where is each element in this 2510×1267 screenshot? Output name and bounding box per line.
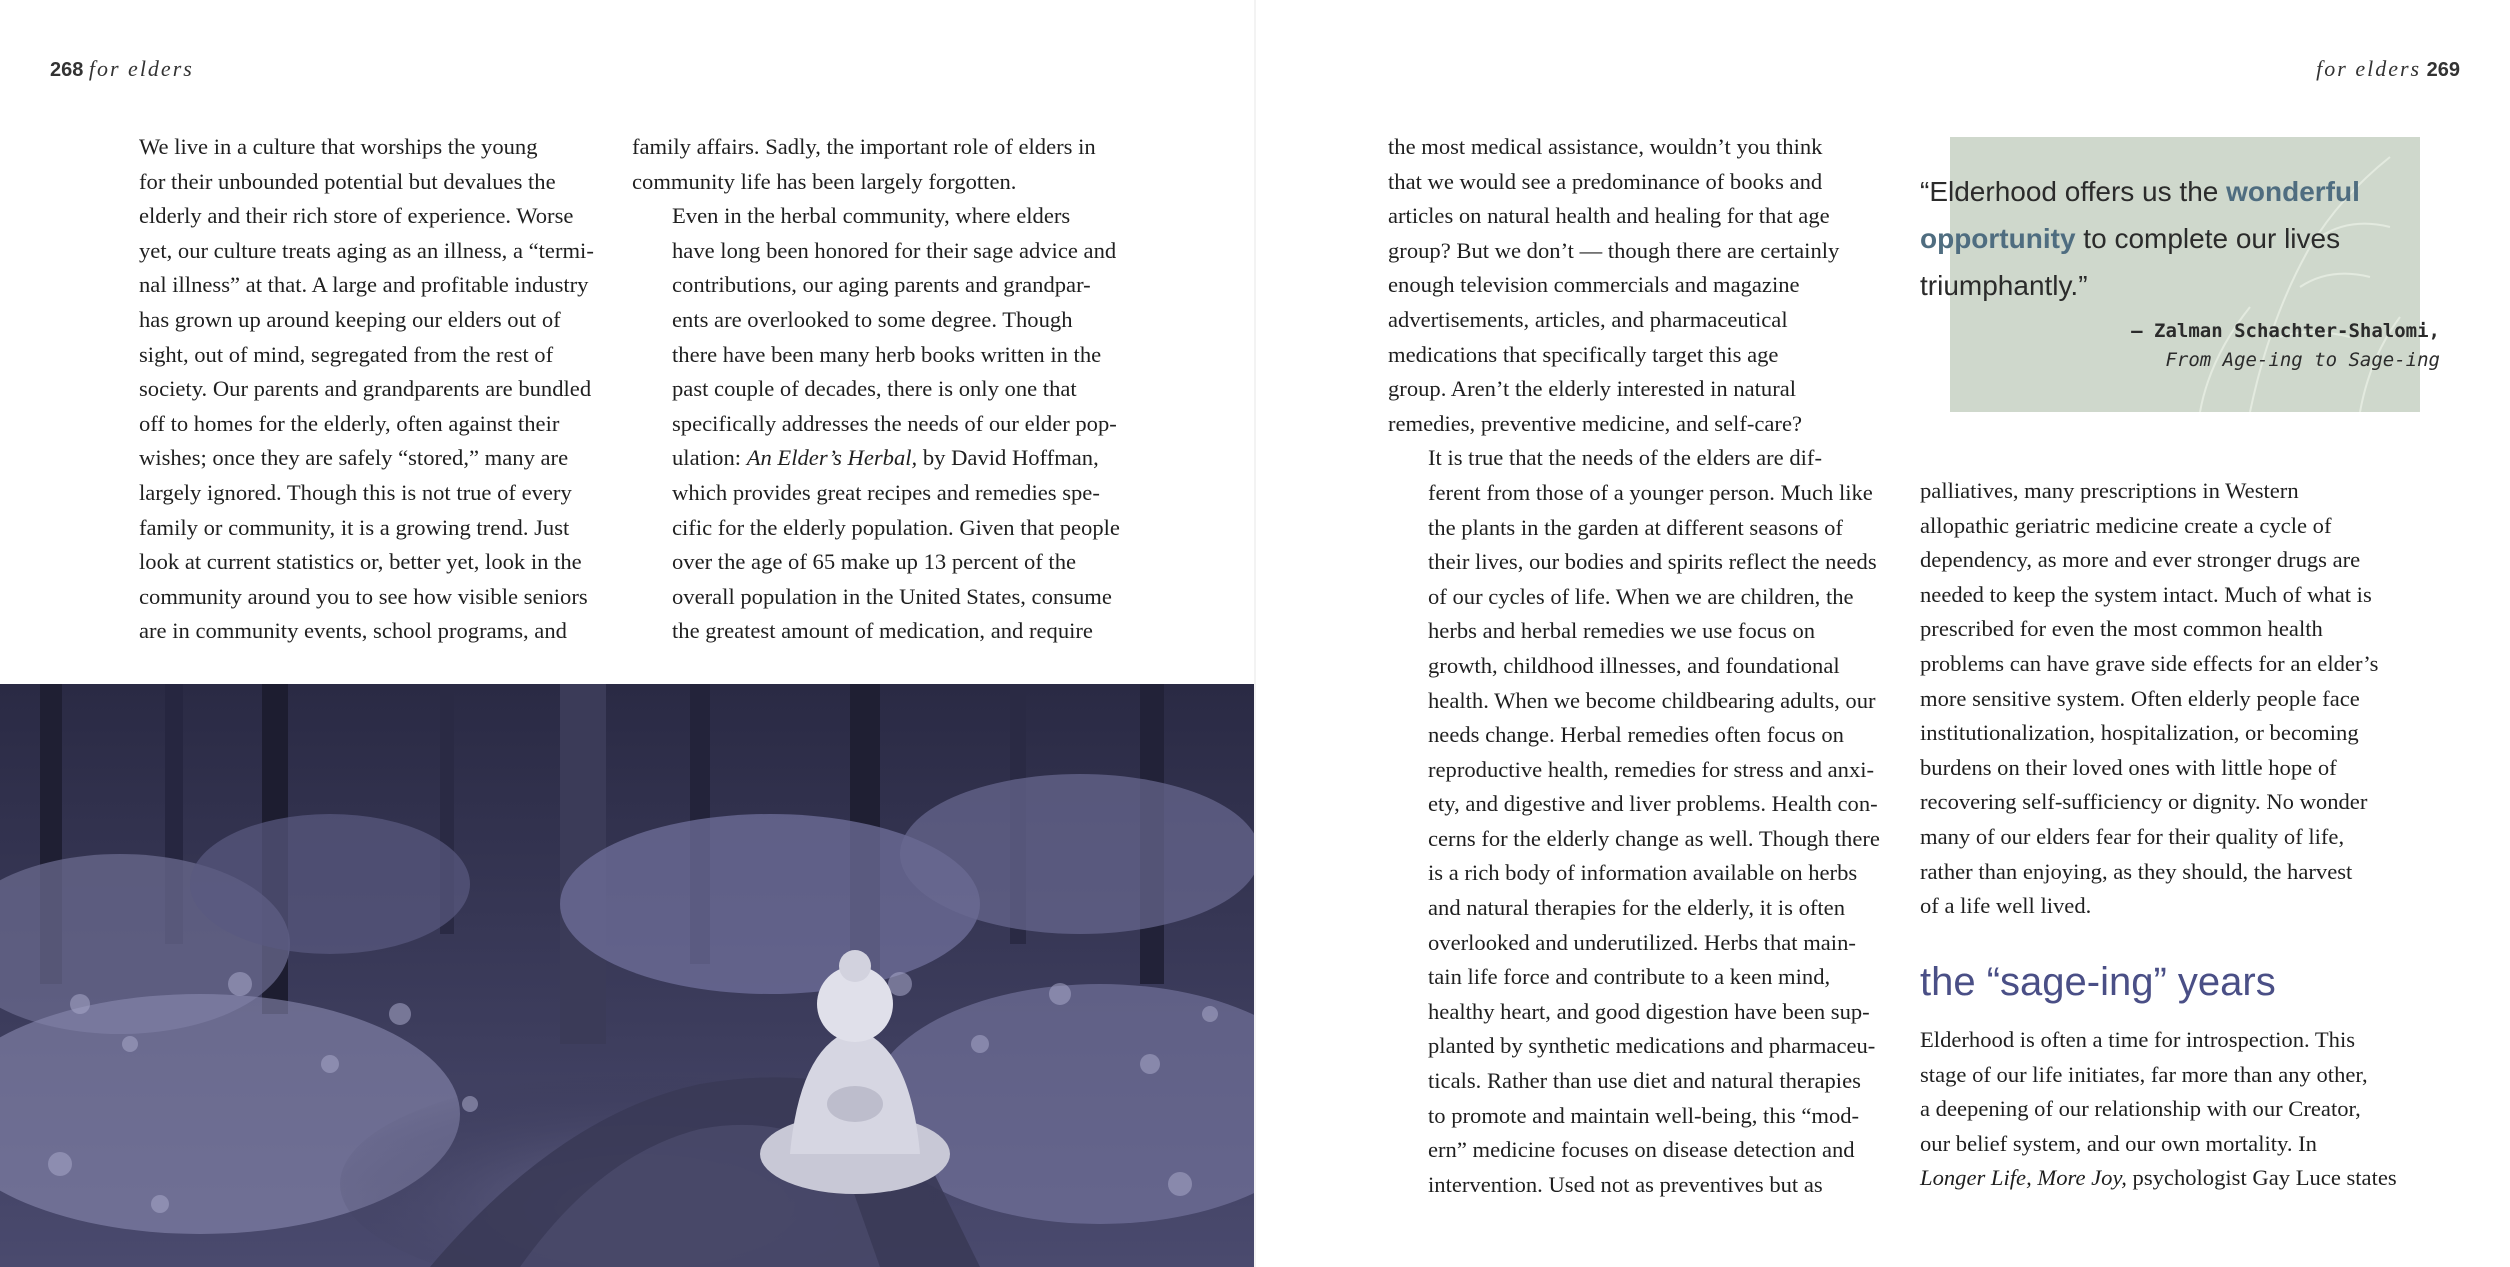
text-line: overlooked and underutilized. Herbs that main- [1428,929,1856,955]
text-line: family or community, it is a growing trend. Just [139,514,570,540]
quote-emphasis: opportunity [1920,223,2076,254]
text-line: herbs and herbal remedies we use focus on [1428,618,1816,644]
paragraph [1388,130,1898,441]
quote-source: From Age-ing to Sage-ing [2165,349,2440,371]
text-line: off to homes for the elderly, often against their [139,410,560,436]
page-header-right [2316,56,2460,82]
text-line: of our cycles of life. When we are children, the [1428,583,1854,609]
text-line: group? But we don’t — though there are certainly [1388,237,1840,263]
section-heading: the “sage-ing” years [1920,960,2276,1004]
text-line: needs change. Herbal remedies often focus on [1428,722,1844,748]
text-line: planted by synthetic medications and pharmaceu- [1428,1033,1876,1059]
text-line: society. Our parents and grandparents are bundled [139,376,592,402]
text-line: the plants in the garden at different seasons of [1428,514,1843,540]
text-line: cific for the elderly population. Given that people [672,514,1120,540]
paragraph [632,199,1152,649]
text-span: psychologist Gay Luce states [2126,1165,2397,1191]
quote-author: — Zalman Schachter-Shalomi, [2131,320,2440,342]
text-line: elderly and their rich store of experience. Worse [139,203,574,229]
text-line: We live in a culture that worships the young [139,134,538,159]
text-line: overall population in the United States, consume [672,583,1112,609]
text-line: It is true that the needs of the elders are dif- [1428,445,1822,471]
text-line: for their unbounded potential but devalues the [139,168,556,194]
text-line: palliatives, many prescriptions in Western [1920,478,2299,503]
garden-buddha-photo [0,684,1255,1267]
text-line: ern” medicine focuses on disease detection and [1428,1137,1855,1163]
text-line: over the age of 65 make up 13 percent of the [672,549,1077,575]
page-number: 269 [2426,59,2460,81]
text-line: reproductive health, remedies for stress and anxi- [1428,756,1875,782]
text-line: have long been honored for their sage advice and [672,237,1117,263]
text-line: specifically addresses the needs of our elder pop- [672,410,1117,436]
text-line: ticals. Rather than use diet and natural therapies [1428,1068,1861,1094]
text-line: nal illness” at that. A large and profitable industry [139,272,589,298]
text-line: Even in the herbal community, where elders [672,203,1071,229]
text-line: to promote and maintain well-being, this “mod- [1428,1102,1860,1128]
text-line: ety, and digestive and liver problems. Health con- [1428,791,1878,817]
text-line: growth, childhood illnesses, and foundational [1428,652,1840,678]
text-line: burdens on their loved ones with little hope of [1920,754,2337,780]
text-line: medications that specifically target this age [1388,341,1779,367]
text-line: prescribed for even the most common health [1920,616,2323,642]
body-column-1 [99,130,599,649]
text-line: look at current statistics or, better yet, look in the [139,549,582,575]
book-title: Longer Life, More Joy, [1920,1165,2127,1191]
text-line: sight, out of mind, segregated from the rest of [139,341,554,367]
body-column-3 [1388,130,1898,1202]
text-line: our belief system, and our own mortality. In [1920,1130,2317,1156]
text-span: by David Hoffman, [917,445,1099,471]
text-line: problems can have grave side effects for an elder’s [1920,650,2379,676]
text-line: largely ignored. Though this is not true of every [139,479,572,505]
text-line: ents are overlooked to some degree. Though [672,306,1073,332]
quote-text: triumphantly.” [1920,270,2088,301]
text-line: many of our elders fear for their quality of life, [1920,823,2345,849]
text-line: community life has been largely forgotten. [632,168,1017,194]
paragraph [1388,441,1898,1202]
body-column-2 [632,130,1152,649]
text-line: advertisements, articles, and pharmaceutical [1388,306,1788,332]
text-line: dependency, as more and ever stronger drugs are [1920,547,2361,573]
text-line: a deepening of our relationship with our Creator, [1920,1096,2361,1122]
text-line: has grown up around keeping our elders out of [139,306,561,332]
text-line: healthy heart, and good digestion have been sup- [1428,998,1870,1024]
book-title: An Elder’s Herbal, [746,445,918,471]
body-column-4 [1920,474,2440,924]
text-line: tain life force and contribute to a keen mind, [1428,964,1831,990]
text-line: Elderhood is often a time for introspection. This [1920,1027,2356,1052]
quote-attribution [1920,317,2440,375]
text-line: rather than enjoying, as they should, the harvest [1920,858,2353,884]
text-line: past couple of decades, there is only one that [672,376,1077,402]
running-head: for elders [88,56,194,81]
text-line: intervention. Used not as preventives but as [1428,1171,1823,1197]
paragraph [1920,1023,2440,1196]
text-line: the most medical assistance, wouldn’t you think [1388,134,1823,159]
text-line: needed to keep the system intact. Much of what is [1920,581,2372,607]
text-line: which provides great recipes and remedies spe- [672,479,1100,505]
quote-text: to complete our lives [2075,223,2341,254]
text-line: stage of our life initiates, far more than any other, [1920,1061,2368,1087]
quote-text: “Elderhood offers us the [1920,176,2227,207]
text-line: institutionalization, hospitalization, or becoming [1920,720,2359,746]
right-page [1255,0,2510,1267]
paragraph [632,130,1152,199]
paragraph [99,130,599,649]
text-line: remedies, preventive medicine, and self-care? [1388,410,1803,436]
text-line: cerns for the elderly change as well. Though there [1428,825,1880,851]
text-line: health. When we become childbearing adults, our [1428,687,1876,713]
pull-quote [1920,168,2440,309]
text-line: there have been many herb books written in the [672,341,1102,367]
text-line: the greatest amount of medication, and require [672,618,1093,644]
text-line [632,441,1152,476]
text-line: of a life well lived. [1920,893,2092,919]
text-line [1920,1161,2440,1196]
text-line: family affairs. Sadly, the important role of elders in [632,134,1096,159]
text-line: yet, our culture treats aging as an illness, a “termi- [139,237,594,263]
text-line: wishes; once they are safely “stored,” many are [139,445,569,471]
paragraph [1920,474,2440,924]
text-line: are in community events, school programs, and [139,618,567,644]
text-line: more sensitive system. Often elderly people face [1920,685,2360,711]
text-line: and natural therapies for the elderly, it is often [1428,895,1845,921]
text-line: enough television commercials and magazine [1388,272,1800,298]
text-line: is a rich body of information available on herbs [1428,860,1858,886]
text-line: their lives, our bodies and spirits reflect the needs [1428,549,1877,575]
quote-emphasis: wonderful [2226,176,2360,207]
page-number: 268 [50,59,84,81]
page-header-left [50,56,194,82]
text-line: recovering self-sufficiency or dignity. No wonder [1920,789,2368,815]
text-line: group. Aren’t the elderly interested in natural [1388,376,1797,402]
text-line: that we would see a predominance of books and [1388,168,1823,194]
text-line: contributions, our aging parents and grandpar- [672,272,1091,298]
body-column-5 [1920,1023,2440,1196]
text-span: ulation: [672,445,747,471]
running-head: for elders [2316,56,2422,81]
text-line: ferent from those of a younger person. Much like [1428,479,1873,505]
text-line: articles on natural health and healing for that age [1388,203,1830,229]
text-line: community around you to see how visible seniors [139,583,588,609]
text-line: allopathic geriatric medicine create a cycle of [1920,512,2332,538]
